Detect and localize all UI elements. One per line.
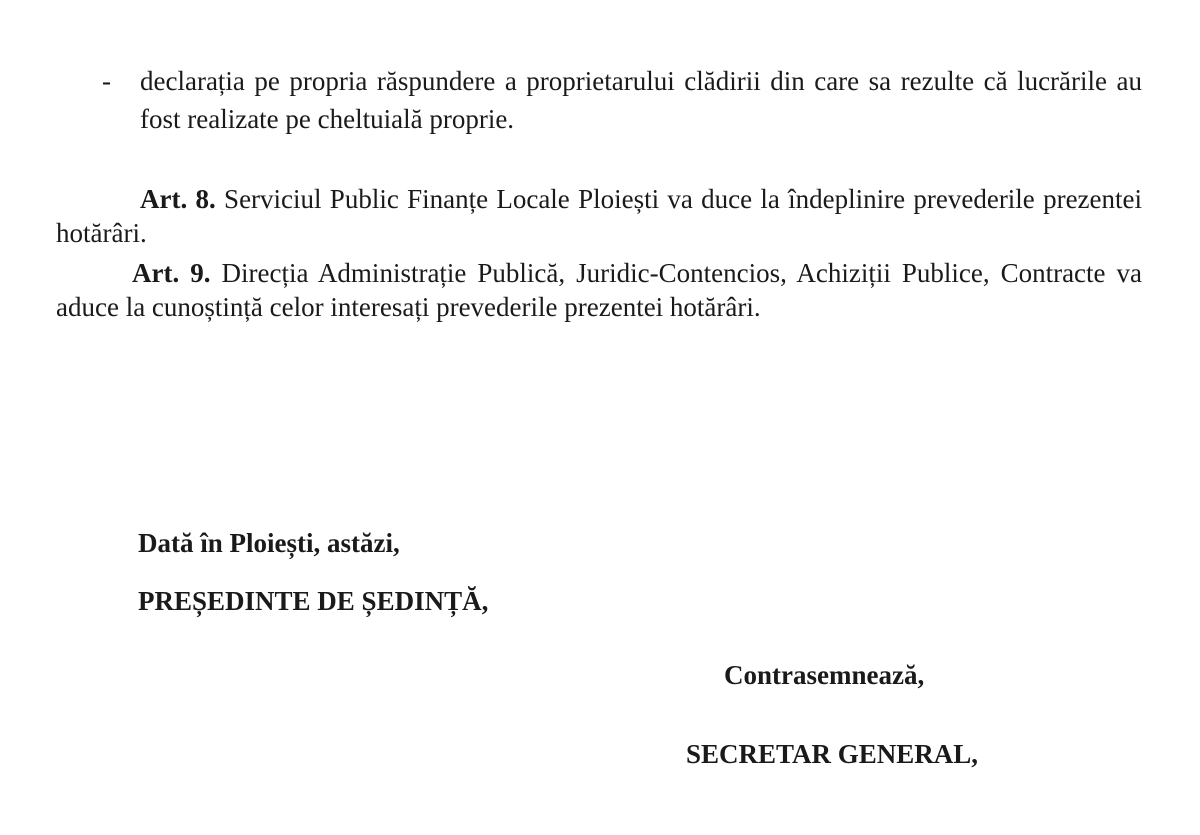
article-8-text: Serviciul Public Finanțe Locale Ploiești va duce la îndeplinire prevederile prezentei hotărâri. xyxy=(56,184,1143,248)
president-title: PREȘEDINTE DE ȘEDINȚĂ, xyxy=(138,586,489,616)
date-line: Dată în Ploiești, astăzi, xyxy=(138,528,400,558)
bullet-marker: - xyxy=(102,66,111,96)
article-9-label: Art. 9. xyxy=(132,258,211,288)
article-8-label: Art. 8. xyxy=(140,184,216,214)
article-9-text: Direcția Administrație Publică, Juridic-Contencios, Achiziții Publice, Contracte va aduce la cunoștință celor interesați prevederile prezentei hotărâri. xyxy=(56,258,1142,322)
bullet-text: declarația pe propria răspundere a proprietarului clădirii din care sa rezulte că lucrările au fost realizate pe cheltuială proprie. xyxy=(140,66,1142,134)
countersign-label: Contrasemnează, xyxy=(724,660,925,690)
bullet-item xyxy=(102,62,1142,138)
article-9-paragraph xyxy=(56,256,1142,324)
article-8-paragraph xyxy=(56,182,1142,250)
secretary-title: SECRETAR GENERAL, xyxy=(686,739,979,769)
